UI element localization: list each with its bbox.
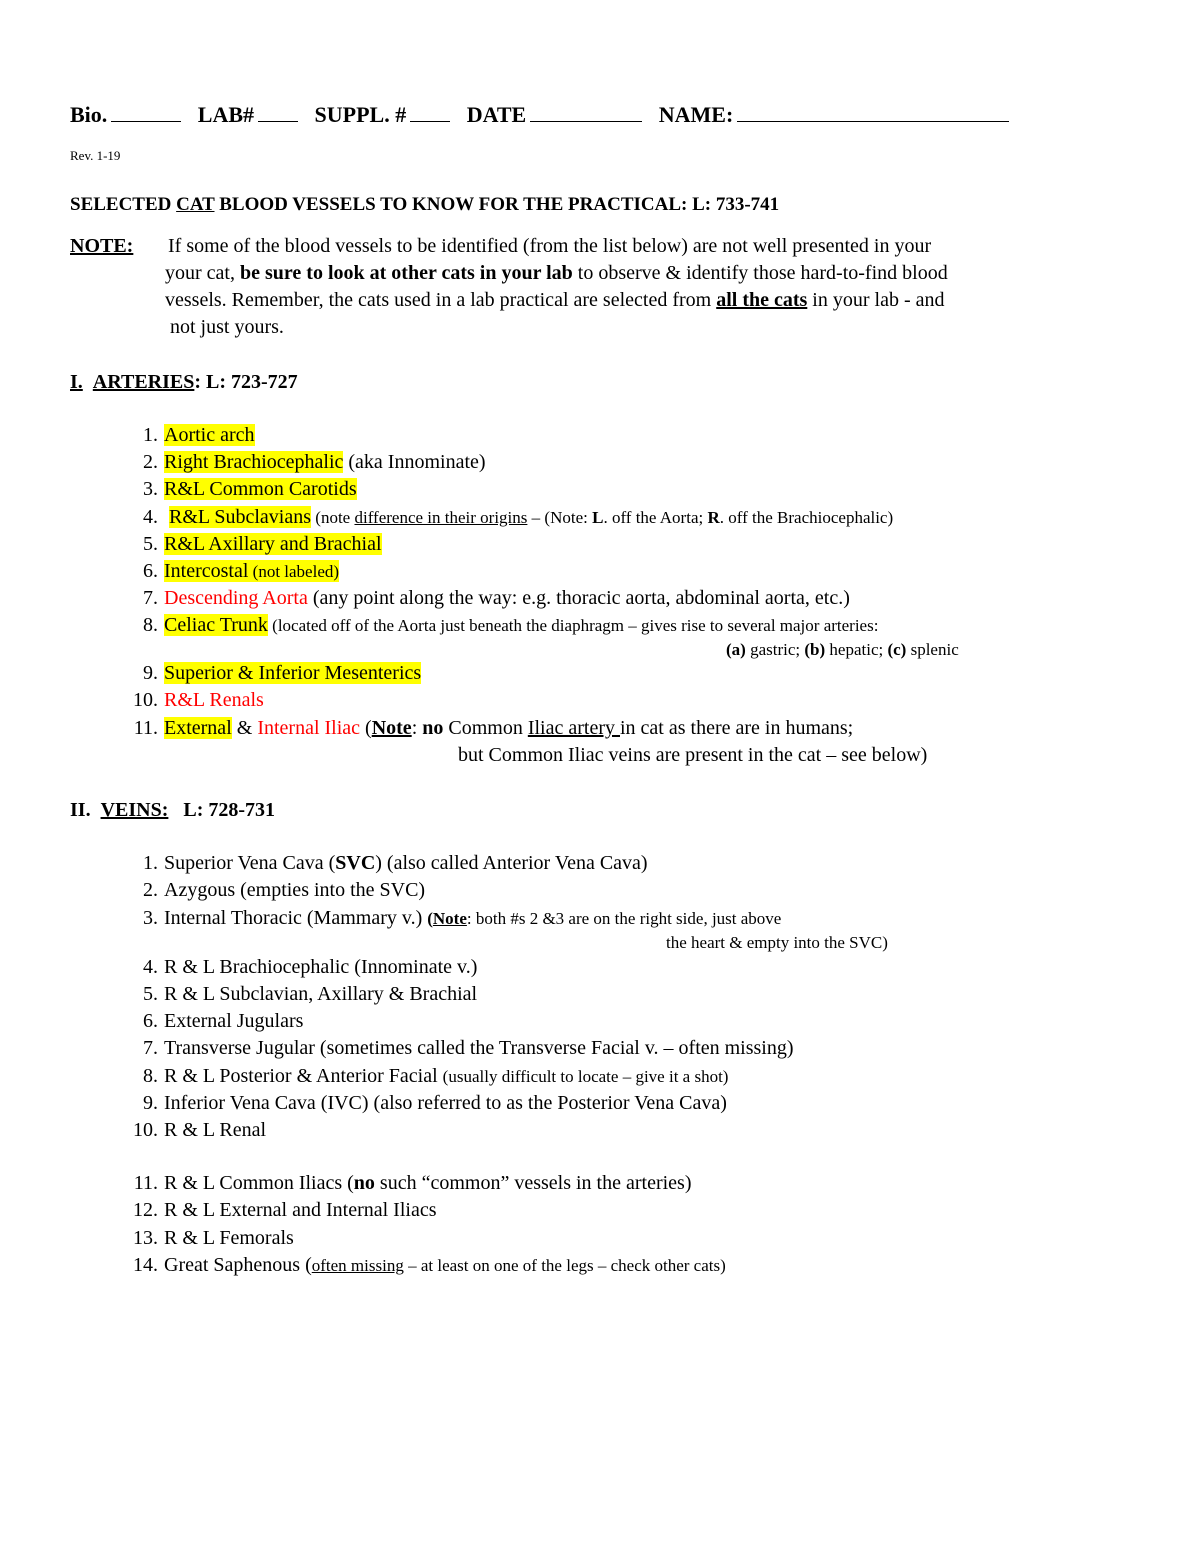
- list-item: [130, 1010, 303, 1033]
- veins-pages: L: 728-731: [183, 799, 276, 821]
- item-number: 4.: [143, 506, 158, 528]
- item-name: R&L Subclavians: [169, 506, 312, 528]
- item-number: 7.: [143, 1037, 158, 1059]
- arteries-pages: : L: 723-727: [194, 371, 298, 393]
- note-l2a: your cat,: [165, 262, 240, 284]
- note-part: (: [360, 717, 372, 739]
- list-item: [130, 879, 425, 902]
- date-field[interactable]: [530, 101, 642, 122]
- item-text-bold: no: [353, 1172, 375, 1194]
- name-field[interactable]: [737, 101, 1009, 122]
- item-note: (not labeled): [248, 562, 340, 581]
- note-l3a: vessels. Remember, the cats used in a lab practical are selected from: [165, 289, 717, 311]
- item-number: 4.: [143, 956, 158, 978]
- item-number: 13.: [133, 1227, 158, 1249]
- item-number: 3.: [143, 478, 158, 500]
- list-item: [130, 451, 486, 474]
- item-number: 10.: [133, 689, 158, 711]
- item-name: Superior: [164, 662, 233, 684]
- branch-b-label: (b): [804, 640, 826, 659]
- note-part: R: [707, 508, 720, 527]
- note-line-1: If some of the blood vessels to be identified (from the list below) are not well presented in your: [168, 235, 932, 257]
- branch-c: splenic: [906, 640, 959, 659]
- iliac-note-cont: but Common Iliac veins are present in the cat – see below): [458, 744, 928, 766]
- list-item: [130, 1092, 727, 1115]
- arteries-roman: I.: [70, 371, 83, 393]
- item-note: [312, 1256, 726, 1275]
- item-number: 6.: [143, 1010, 158, 1032]
- note-l2c: to observe & identify those hard-to-find blood: [572, 262, 948, 284]
- item-name: Aortic arch: [164, 424, 255, 446]
- item-text-bold: SVC: [335, 852, 376, 874]
- item-number: 5.: [143, 983, 158, 1005]
- list-item: [130, 1199, 437, 1222]
- note-part: – (Note:: [527, 508, 593, 527]
- veins-heading: [70, 799, 275, 822]
- list-item: [130, 983, 477, 1006]
- note-part: . off the Aorta;: [603, 508, 708, 527]
- item-number: 11.: [133, 717, 158, 739]
- list-item: [130, 478, 357, 501]
- item-name: Internal Iliac: [257, 717, 361, 739]
- item-text: External Jugulars: [164, 1010, 304, 1032]
- bio-label: Bio.: [70, 102, 108, 127]
- item-name: R&L Common Carotids: [164, 478, 357, 500]
- item-text: Transverse Jugular (sometimes called the Transverse Facial v. – often missing): [164, 1037, 794, 1059]
- note-label: NOTE:: [70, 235, 134, 257]
- item-text: ) (also called Anterior Vena Cava): [375, 852, 648, 874]
- list-item: [130, 662, 421, 685]
- item-number: 14.: [133, 1254, 158, 1276]
- item-number: 6.: [143, 560, 158, 582]
- item-text: R & L Posterior & Anterior Facial: [164, 1065, 443, 1087]
- name-label: NAME:: [658, 102, 734, 127]
- note-part: often missing: [311, 1256, 404, 1275]
- list-item: [130, 956, 477, 979]
- item-number: 2.: [143, 451, 158, 473]
- note-l2b: be sure to look at other cats in your lab: [239, 262, 573, 284]
- celiac-branches: [726, 640, 959, 660]
- note-line-4: not just yours.: [170, 316, 284, 338]
- list-item: [130, 614, 878, 637]
- item-text: Superior Vena Cava (: [164, 852, 336, 874]
- page-title: [70, 194, 779, 216]
- list-item: [130, 560, 339, 583]
- item-number: 1.: [143, 852, 158, 874]
- item-number: 1.: [143, 424, 158, 446]
- thoracic-note-cont: the heart & empty into the SVC): [666, 933, 888, 952]
- item-number: 8.: [143, 1065, 158, 1087]
- lab-label: LAB#: [197, 102, 255, 127]
- item-text: such “common” vessels in the arteries): [374, 1172, 692, 1194]
- list-item: [130, 424, 255, 447]
- list-item: [130, 689, 264, 712]
- bio-field[interactable]: [111, 101, 181, 122]
- item-text: R & L Subclavian, Axillary & Brachial: [164, 983, 478, 1005]
- list-item: [130, 907, 781, 930]
- list-item: [130, 717, 853, 740]
- item-name: R&L Axillary and Brachial: [164, 533, 382, 555]
- item-note: (aka Innominate): [343, 451, 486, 473]
- list-item: [130, 533, 382, 556]
- item-text: R & L Common Iliacs (: [164, 1172, 354, 1194]
- item-number: 11.: [133, 1172, 158, 1194]
- note-l3c: in your lab - and: [807, 289, 945, 311]
- note-line-2: [165, 262, 948, 285]
- item-name: Intercostal: [164, 560, 249, 582]
- item-number: 2.: [143, 879, 158, 901]
- item-number: 12.: [133, 1199, 158, 1221]
- item-name: External: [164, 717, 232, 739]
- item-number: 5.: [143, 533, 158, 555]
- item-text: R & L External and Internal Iliacs: [164, 1199, 437, 1221]
- item-name: R&L Renals: [164, 689, 264, 711]
- title-cat: CAT: [176, 194, 215, 215]
- list-item: [130, 1227, 294, 1250]
- item-text: Great Saphenous (: [164, 1254, 312, 1276]
- item-name: Celiac Trunk: [164, 614, 268, 636]
- item-name: Right Brachiocephalic: [164, 451, 344, 473]
- item-amp: &: [231, 717, 258, 739]
- item-number: 9.: [143, 1092, 158, 1114]
- branch-c-label: (c): [887, 640, 907, 659]
- item-note: (located off of the Aorta just beneath the diaphragm – gives rise to several major arteries:: [267, 616, 879, 635]
- item-text: R & L Brachiocephalic (Innominate v.): [164, 956, 478, 978]
- item-name: Inferior Mesenterics: [258, 662, 422, 684]
- note-part: difference in their origins: [354, 508, 528, 527]
- item-number: 8.: [143, 614, 158, 636]
- title-pre: SELECTED: [70, 194, 177, 215]
- item-amp: &: [232, 662, 259, 684]
- veins-title: VEINS:: [100, 799, 169, 821]
- item-number: 10.: [133, 1119, 158, 1141]
- list-item: [130, 1254, 726, 1277]
- suppl-label: SUPPL. #: [314, 102, 407, 127]
- lab-field[interactable]: [258, 101, 298, 122]
- item-name-highlight: [164, 662, 421, 684]
- note-part: (: [427, 909, 433, 928]
- item-number: 7.: [143, 587, 158, 609]
- list-item: [130, 506, 893, 529]
- item-text: Internal Thoracic (Mammary v.): [164, 907, 428, 929]
- list-item: [130, 1065, 728, 1088]
- note-part: . off the Brachiocephalic): [719, 508, 894, 527]
- list-item: [130, 587, 850, 610]
- suppl-field[interactable]: [410, 101, 450, 122]
- note-part: : both #s 2 &3 are on the right side, just above: [466, 909, 782, 928]
- note-part: Note: [371, 717, 412, 739]
- note-part: (note: [311, 508, 355, 527]
- list-item: [130, 1172, 691, 1195]
- list-item: [130, 1037, 794, 1060]
- item-number: 3.: [143, 907, 158, 929]
- item-note: (any point along the way: e.g. thoracic aorta, abdominal aorta, etc.): [307, 587, 850, 609]
- note-l3b: all the cats: [716, 289, 808, 311]
- note-part: Iliac artery: [527, 717, 620, 739]
- branch-a-label: (a): [726, 640, 746, 659]
- item-note: [311, 508, 893, 527]
- item-number: 9.: [143, 662, 158, 684]
- note-part: no: [422, 717, 444, 739]
- note-part: Common: [443, 717, 528, 739]
- branch-b: hepatic;: [825, 640, 888, 659]
- list-item: [130, 852, 648, 875]
- date-label: DATE: [466, 102, 527, 127]
- arteries-title: ARTERIES: [92, 371, 195, 393]
- note-part: in cat as there are in humans;: [620, 717, 854, 739]
- item-name-highlight: [164, 560, 339, 582]
- note-part: – at least on one of the legs – check other cats): [403, 1256, 726, 1275]
- note-part: L: [592, 508, 604, 527]
- item-text: Azygous (empties into the SVC): [164, 879, 426, 901]
- veins-roman: II.: [70, 799, 91, 821]
- item-name: Descending Aorta: [164, 587, 308, 609]
- note-part: :: [411, 717, 423, 739]
- branch-a: gastric;: [745, 640, 805, 659]
- item-text: Inferior Vena Cava (IVC) (also referred to as the Posterior Vena Cava): [164, 1092, 727, 1114]
- item-text: R & L Femorals: [164, 1227, 294, 1249]
- header-line: [70, 101, 1009, 128]
- revision: Rev. 1-19: [70, 148, 121, 163]
- item-note: [427, 909, 781, 928]
- title-post: BLOOD VESSELS TO KNOW FOR THE PRACTICAL: L: 733-741: [214, 194, 780, 215]
- note-line-3: [165, 289, 944, 312]
- item-note: (usually difficult to locate – give it a shot): [442, 1067, 729, 1086]
- arteries-heading: [70, 371, 298, 394]
- item-text: R & L Renal: [164, 1119, 267, 1141]
- list-item: [130, 1119, 266, 1142]
- note-part: Note: [432, 909, 467, 928]
